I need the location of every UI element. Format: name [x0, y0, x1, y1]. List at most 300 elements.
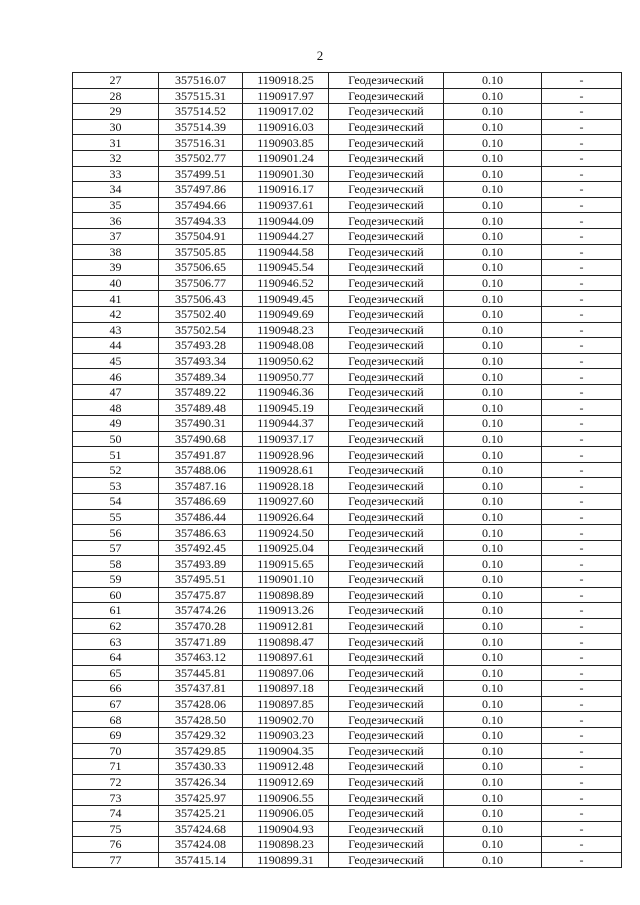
- table-row: [73, 727, 622, 743]
- table-row: [73, 681, 622, 697]
- point-number-cell: 71: [73, 759, 159, 775]
- accuracy-cell: 0.10: [444, 649, 542, 665]
- table-row: [73, 649, 622, 665]
- point-number-cell: 57: [73, 540, 159, 556]
- y-coordinate-cell: 1190904.35: [243, 743, 329, 759]
- x-coordinate-cell: 357497.86: [159, 182, 243, 198]
- table-row: [73, 447, 622, 463]
- table-row: [73, 587, 622, 603]
- point-number-cell: 66: [73, 681, 159, 697]
- y-coordinate-cell: 1190915.65: [243, 556, 329, 572]
- table-row: [73, 369, 622, 385]
- coordinates-table-body: [73, 73, 622, 868]
- table-row: [73, 338, 622, 354]
- point-number-cell: 39: [73, 260, 159, 276]
- note-cell: -: [542, 228, 622, 244]
- accuracy-cell: 0.10: [444, 213, 542, 229]
- y-coordinate-cell: 1190945.19: [243, 400, 329, 416]
- table-row: [73, 821, 622, 837]
- note-cell: -: [542, 696, 622, 712]
- y-coordinate-cell: 1190949.69: [243, 306, 329, 322]
- accuracy-cell: 0.10: [444, 353, 542, 369]
- method-cell: Геодезический: [329, 556, 444, 572]
- point-number-cell: 47: [73, 384, 159, 400]
- method-cell: Геодезический: [329, 681, 444, 697]
- method-cell: Геодезический: [329, 525, 444, 541]
- method-cell: Геодезический: [329, 665, 444, 681]
- table-row: [73, 73, 622, 89]
- x-coordinate-cell: 357490.31: [159, 416, 243, 432]
- point-number-cell: 38: [73, 244, 159, 260]
- method-cell: Геодезический: [329, 119, 444, 135]
- note-cell: -: [542, 88, 622, 104]
- x-coordinate-cell: 357437.81: [159, 681, 243, 697]
- accuracy-cell: 0.10: [444, 525, 542, 541]
- method-cell: Геодезический: [329, 727, 444, 743]
- point-number-cell: 34: [73, 182, 159, 198]
- x-coordinate-cell: 357506.65: [159, 260, 243, 276]
- point-number-cell: 36: [73, 213, 159, 229]
- method-cell: Геодезический: [329, 291, 444, 307]
- table-row: [73, 759, 622, 775]
- point-number-cell: 33: [73, 166, 159, 182]
- y-coordinate-cell: 1190949.45: [243, 291, 329, 307]
- method-cell: Геодезический: [329, 743, 444, 759]
- y-coordinate-cell: 1190912.69: [243, 774, 329, 790]
- x-coordinate-cell: 357514.52: [159, 104, 243, 120]
- method-cell: Геодезический: [329, 837, 444, 853]
- accuracy-cell: 0.10: [444, 338, 542, 354]
- accuracy-cell: 0.10: [444, 197, 542, 213]
- y-coordinate-cell: 1190897.85: [243, 696, 329, 712]
- method-cell: Геодезический: [329, 649, 444, 665]
- y-coordinate-cell: 1190898.89: [243, 587, 329, 603]
- x-coordinate-cell: 357506.43: [159, 291, 243, 307]
- accuracy-cell: 0.10: [444, 88, 542, 104]
- x-coordinate-cell: 357490.68: [159, 431, 243, 447]
- note-cell: -: [542, 447, 622, 463]
- x-coordinate-cell: 357493.28: [159, 338, 243, 354]
- note-cell: -: [542, 353, 622, 369]
- note-cell: -: [542, 119, 622, 135]
- x-coordinate-cell: 357502.54: [159, 322, 243, 338]
- x-coordinate-cell: 357504.91: [159, 228, 243, 244]
- point-number-cell: 44: [73, 338, 159, 354]
- point-number-cell: 60: [73, 587, 159, 603]
- x-coordinate-cell: 357491.87: [159, 447, 243, 463]
- note-cell: -: [542, 182, 622, 198]
- method-cell: Геодезический: [329, 400, 444, 416]
- y-coordinate-cell: 1190897.06: [243, 665, 329, 681]
- accuracy-cell: 0.10: [444, 416, 542, 432]
- x-coordinate-cell: 357514.39: [159, 119, 243, 135]
- method-cell: Геодезический: [329, 462, 444, 478]
- point-number-cell: 43: [73, 322, 159, 338]
- accuracy-cell: 0.10: [444, 805, 542, 821]
- accuracy-cell: 0.10: [444, 774, 542, 790]
- accuracy-cell: 0.10: [444, 384, 542, 400]
- x-coordinate-cell: 357471.89: [159, 634, 243, 650]
- note-cell: -: [542, 73, 622, 89]
- method-cell: Геодезический: [329, 338, 444, 354]
- y-coordinate-cell: 1190912.81: [243, 618, 329, 634]
- x-coordinate-cell: 357470.28: [159, 618, 243, 634]
- point-number-cell: 53: [73, 478, 159, 494]
- accuracy-cell: 0.10: [444, 73, 542, 89]
- y-coordinate-cell: 1190937.61: [243, 197, 329, 213]
- table-row: [73, 416, 622, 432]
- table-row: [73, 228, 622, 244]
- accuracy-cell: 0.10: [444, 166, 542, 182]
- note-cell: -: [542, 338, 622, 354]
- point-number-cell: 31: [73, 135, 159, 151]
- table-row: [73, 478, 622, 494]
- table-row: [73, 150, 622, 166]
- x-coordinate-cell: 357502.40: [159, 306, 243, 322]
- table-row: [73, 291, 622, 307]
- point-number-cell: 76: [73, 837, 159, 853]
- note-cell: -: [542, 400, 622, 416]
- y-coordinate-cell: 1190948.23: [243, 322, 329, 338]
- method-cell: Геодезический: [329, 197, 444, 213]
- y-coordinate-cell: 1190912.48: [243, 759, 329, 775]
- method-cell: Геодезический: [329, 88, 444, 104]
- note-cell: -: [542, 821, 622, 837]
- y-coordinate-cell: 1190928.61: [243, 462, 329, 478]
- note-cell: -: [542, 166, 622, 182]
- x-coordinate-cell: 357424.68: [159, 821, 243, 837]
- point-number-cell: 54: [73, 494, 159, 510]
- note-cell: -: [542, 618, 622, 634]
- point-number-cell: 37: [73, 228, 159, 244]
- accuracy-cell: 0.10: [444, 572, 542, 588]
- point-number-cell: 77: [73, 852, 159, 868]
- x-coordinate-cell: 357425.21: [159, 805, 243, 821]
- accuracy-cell: 0.10: [444, 275, 542, 291]
- method-cell: Геодезический: [329, 182, 444, 198]
- note-cell: -: [542, 634, 622, 650]
- accuracy-cell: 0.10: [444, 244, 542, 260]
- table-row: [73, 540, 622, 556]
- x-coordinate-cell: 357429.85: [159, 743, 243, 759]
- note-cell: -: [542, 462, 622, 478]
- point-number-cell: 42: [73, 306, 159, 322]
- note-cell: -: [542, 665, 622, 681]
- table-row: [73, 852, 622, 868]
- note-cell: -: [542, 509, 622, 525]
- point-number-cell: 58: [73, 556, 159, 572]
- accuracy-cell: 0.10: [444, 665, 542, 681]
- point-number-cell: 61: [73, 603, 159, 619]
- note-cell: -: [542, 774, 622, 790]
- table-row: [73, 837, 622, 853]
- accuracy-cell: 0.10: [444, 291, 542, 307]
- method-cell: Геодезический: [329, 416, 444, 432]
- accuracy-cell: 0.10: [444, 135, 542, 151]
- method-cell: Геодезический: [329, 790, 444, 806]
- note-cell: -: [542, 727, 622, 743]
- y-coordinate-cell: 1190928.18: [243, 478, 329, 494]
- accuracy-cell: 0.10: [444, 634, 542, 650]
- x-coordinate-cell: 357425.97: [159, 790, 243, 806]
- y-coordinate-cell: 1190916.17: [243, 182, 329, 198]
- point-number-cell: 74: [73, 805, 159, 821]
- y-coordinate-cell: 1190906.05: [243, 805, 329, 821]
- x-coordinate-cell: 357493.89: [159, 556, 243, 572]
- y-coordinate-cell: 1190898.23: [243, 837, 329, 853]
- note-cell: -: [542, 649, 622, 665]
- x-coordinate-cell: 357463.12: [159, 649, 243, 665]
- table-row: [73, 353, 622, 369]
- note-cell: -: [542, 852, 622, 868]
- point-number-cell: 40: [73, 275, 159, 291]
- accuracy-cell: 0.10: [444, 306, 542, 322]
- table-row: [73, 244, 622, 260]
- page-number: 2: [316, 48, 324, 63]
- table-row: [73, 306, 622, 322]
- method-cell: Геодезический: [329, 384, 444, 400]
- table-row: [73, 119, 622, 135]
- point-number-cell: 46: [73, 369, 159, 385]
- point-number-cell: 29: [73, 104, 159, 120]
- table-row: [73, 805, 622, 821]
- note-cell: -: [542, 197, 622, 213]
- accuracy-cell: 0.10: [444, 587, 542, 603]
- method-cell: Геодезический: [329, 712, 444, 728]
- accuracy-cell: 0.10: [444, 540, 542, 556]
- y-coordinate-cell: 1190898.47: [243, 634, 329, 650]
- method-cell: Геодезический: [329, 603, 444, 619]
- accuracy-cell: 0.10: [444, 447, 542, 463]
- coordinates-table: [72, 72, 622, 868]
- y-coordinate-cell: 1190917.97: [243, 88, 329, 104]
- note-cell: -: [542, 712, 622, 728]
- table-row: [73, 618, 622, 634]
- accuracy-cell: 0.10: [444, 509, 542, 525]
- y-coordinate-cell: 1190950.77: [243, 369, 329, 385]
- y-coordinate-cell: 1190944.27: [243, 228, 329, 244]
- accuracy-cell: 0.10: [444, 821, 542, 837]
- x-coordinate-cell: 357516.07: [159, 73, 243, 89]
- accuracy-cell: 0.10: [444, 618, 542, 634]
- table-row: [73, 213, 622, 229]
- method-cell: Геодезический: [329, 821, 444, 837]
- table-row: [73, 197, 622, 213]
- point-number-cell: 70: [73, 743, 159, 759]
- table-row: [73, 384, 622, 400]
- y-coordinate-cell: 1190925.04: [243, 540, 329, 556]
- method-cell: Геодезический: [329, 852, 444, 868]
- method-cell: Геодезический: [329, 696, 444, 712]
- note-cell: -: [542, 790, 622, 806]
- point-number-cell: 52: [73, 462, 159, 478]
- method-cell: Геодезический: [329, 322, 444, 338]
- method-cell: Геодезический: [329, 634, 444, 650]
- y-coordinate-cell: 1190903.85: [243, 135, 329, 151]
- note-cell: -: [542, 416, 622, 432]
- y-coordinate-cell: 1190913.26: [243, 603, 329, 619]
- method-cell: Геодезический: [329, 135, 444, 151]
- note-cell: -: [542, 478, 622, 494]
- table-row: [73, 556, 622, 572]
- method-cell: Геодезический: [329, 275, 444, 291]
- accuracy-cell: 0.10: [444, 852, 542, 868]
- x-coordinate-cell: 357489.48: [159, 400, 243, 416]
- accuracy-cell: 0.10: [444, 322, 542, 338]
- table-row: [73, 743, 622, 759]
- point-number-cell: 63: [73, 634, 159, 650]
- x-coordinate-cell: 357428.50: [159, 712, 243, 728]
- x-coordinate-cell: 357415.14: [159, 852, 243, 868]
- point-number-cell: 28: [73, 88, 159, 104]
- note-cell: -: [542, 572, 622, 588]
- method-cell: Геодезический: [329, 494, 444, 510]
- point-number-cell: 48: [73, 400, 159, 416]
- accuracy-cell: 0.10: [444, 727, 542, 743]
- accuracy-cell: 0.10: [444, 556, 542, 572]
- point-number-cell: 35: [73, 197, 159, 213]
- note-cell: -: [542, 603, 622, 619]
- x-coordinate-cell: 357502.77: [159, 150, 243, 166]
- y-coordinate-cell: 1190904.93: [243, 821, 329, 837]
- x-coordinate-cell: 357495.51: [159, 572, 243, 588]
- y-coordinate-cell: 1190901.24: [243, 150, 329, 166]
- y-coordinate-cell: 1190897.18: [243, 681, 329, 697]
- point-number-cell: 50: [73, 431, 159, 447]
- point-number-cell: 51: [73, 447, 159, 463]
- note-cell: -: [542, 291, 622, 307]
- x-coordinate-cell: 357474.26: [159, 603, 243, 619]
- note-cell: -: [542, 260, 622, 276]
- table-row: [73, 494, 622, 510]
- accuracy-cell: 0.10: [444, 696, 542, 712]
- x-coordinate-cell: 357429.32: [159, 727, 243, 743]
- table-row: [73, 322, 622, 338]
- note-cell: -: [542, 556, 622, 572]
- note-cell: -: [542, 244, 622, 260]
- note-cell: -: [542, 369, 622, 385]
- accuracy-cell: 0.10: [444, 228, 542, 244]
- accuracy-cell: 0.10: [444, 462, 542, 478]
- point-number-cell: 73: [73, 790, 159, 806]
- method-cell: Геодезический: [329, 759, 444, 775]
- table-row: [73, 462, 622, 478]
- y-coordinate-cell: 1190897.61: [243, 649, 329, 665]
- y-coordinate-cell: 1190902.70: [243, 712, 329, 728]
- method-cell: Геодезический: [329, 478, 444, 494]
- table-row: [73, 88, 622, 104]
- note-cell: -: [542, 837, 622, 853]
- table-row: [73, 712, 622, 728]
- x-coordinate-cell: 357445.81: [159, 665, 243, 681]
- method-cell: Геодезический: [329, 618, 444, 634]
- accuracy-cell: 0.10: [444, 837, 542, 853]
- note-cell: -: [542, 104, 622, 120]
- method-cell: Геодезический: [329, 540, 444, 556]
- method-cell: Геодезический: [329, 353, 444, 369]
- x-coordinate-cell: 357489.34: [159, 369, 243, 385]
- note-cell: -: [542, 743, 622, 759]
- y-coordinate-cell: 1190901.10: [243, 572, 329, 588]
- x-coordinate-cell: 357499.51: [159, 166, 243, 182]
- y-coordinate-cell: 1190944.58: [243, 244, 329, 260]
- accuracy-cell: 0.10: [444, 712, 542, 728]
- accuracy-cell: 0.10: [444, 119, 542, 135]
- point-number-cell: 67: [73, 696, 159, 712]
- y-coordinate-cell: 1190945.54: [243, 260, 329, 276]
- method-cell: Геодезический: [329, 587, 444, 603]
- x-coordinate-cell: 357493.34: [159, 353, 243, 369]
- table-row: [73, 182, 622, 198]
- y-coordinate-cell: 1190917.02: [243, 104, 329, 120]
- point-number-cell: 62: [73, 618, 159, 634]
- y-coordinate-cell: 1190928.96: [243, 447, 329, 463]
- accuracy-cell: 0.10: [444, 681, 542, 697]
- method-cell: Геодезический: [329, 431, 444, 447]
- note-cell: -: [542, 384, 622, 400]
- accuracy-cell: 0.10: [444, 400, 542, 416]
- method-cell: Геодезический: [329, 104, 444, 120]
- method-cell: Геодезический: [329, 150, 444, 166]
- y-coordinate-cell: 1190924.50: [243, 525, 329, 541]
- table-row: [73, 525, 622, 541]
- y-coordinate-cell: 1190944.09: [243, 213, 329, 229]
- x-coordinate-cell: 357428.06: [159, 696, 243, 712]
- point-number-cell: 55: [73, 509, 159, 525]
- point-number-cell: 56: [73, 525, 159, 541]
- table-row: [73, 431, 622, 447]
- accuracy-cell: 0.10: [444, 743, 542, 759]
- accuracy-cell: 0.10: [444, 494, 542, 510]
- accuracy-cell: 0.10: [444, 759, 542, 775]
- point-number-cell: 32: [73, 150, 159, 166]
- y-coordinate-cell: 1190927.60: [243, 494, 329, 510]
- y-coordinate-cell: 1190916.03: [243, 119, 329, 135]
- x-coordinate-cell: 357430.33: [159, 759, 243, 775]
- accuracy-cell: 0.10: [444, 369, 542, 385]
- table-row: [73, 634, 622, 650]
- point-number-cell: 68: [73, 712, 159, 728]
- accuracy-cell: 0.10: [444, 603, 542, 619]
- point-number-cell: 59: [73, 572, 159, 588]
- method-cell: Геодезический: [329, 306, 444, 322]
- point-number-cell: 64: [73, 649, 159, 665]
- y-coordinate-cell: 1190946.36: [243, 384, 329, 400]
- table-row: [73, 104, 622, 120]
- x-coordinate-cell: 357494.33: [159, 213, 243, 229]
- table-row: [73, 400, 622, 416]
- x-coordinate-cell: 357506.77: [159, 275, 243, 291]
- accuracy-cell: 0.10: [444, 150, 542, 166]
- y-coordinate-cell: 1190906.55: [243, 790, 329, 806]
- method-cell: Геодезический: [329, 73, 444, 89]
- table-row: [73, 275, 622, 291]
- y-coordinate-cell: 1190899.31: [243, 852, 329, 868]
- note-cell: -: [542, 805, 622, 821]
- method-cell: Геодезический: [329, 213, 444, 229]
- y-coordinate-cell: 1190918.25: [243, 73, 329, 89]
- accuracy-cell: 0.10: [444, 260, 542, 276]
- point-number-cell: 49: [73, 416, 159, 432]
- note-cell: -: [542, 306, 622, 322]
- table-row: [73, 665, 622, 681]
- y-coordinate-cell: 1190948.08: [243, 338, 329, 354]
- note-cell: -: [542, 135, 622, 151]
- y-coordinate-cell: 1190950.62: [243, 353, 329, 369]
- method-cell: Геодезический: [329, 369, 444, 385]
- table-row: [73, 603, 622, 619]
- x-coordinate-cell: 357424.08: [159, 837, 243, 853]
